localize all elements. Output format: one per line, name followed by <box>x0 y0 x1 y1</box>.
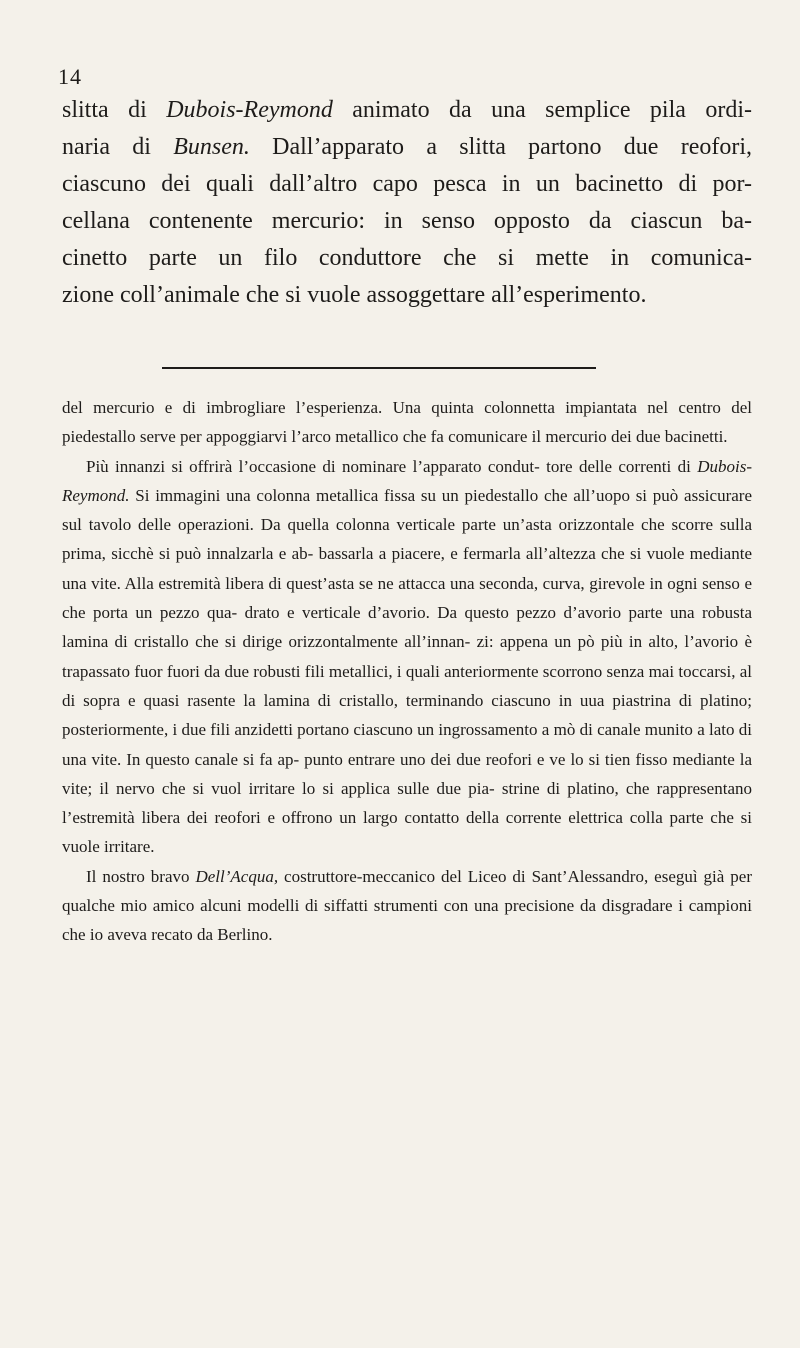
footnote-paragraph: Più innanzi si offrirà l’occasione di nominare l’apparato condut- tore delle correnti di Dubois-Reymond. Si immagini una colonna metallica fissa su un piedestallo che all’uopo si può assicurare sul tavolo delle operazioni. Da quella colonna verticale parte un’asta orizzontale che scorre sulla prima, sicchè si può innalzarla e ab- bassarla a piacere, e fermarla all’altezza che si vuole mediante una vite. Alla estremità libera di quest’asta se ne attacca una seconda, curva, girevole in ogni senso e che porta un pezzo qua- drato e verticale d’avorio. Da questo pezzo d’avorio parte una robusta lamina di cristallo che si dirige orizzontalmente all’innan- zi: appena un pò più in alto, l’avorio è trapassato fuor fuori da due robusti fili metallici, i quali anteriormente scorrono senza mai toccarsi, al di sopra e quasi rasente la lamina di cristallo, terminando ciascuno in uua piastrina di platino; posteriormente, i due fili anzidetti portano ciascuno un ingrossamento a mò di canale munito a lato di una vite. In questo canale si fa ap- punto entrare uno dei due reofori e ve lo si tien fisso mediante la vite; il nervo che si vuol irritare lo si applica sulle due pia- strine di platino, che rappresentano l’estremità libera dei reofori e offrono un largo contatto della corrente elettrica colla parte che si vuole irritare. <box>62 456 752 857</box>
text-line: naria di Bunsen. Dall’apparato a slitta partono due reofori, <box>62 134 752 160</box>
footnote-paragraph: Il nostro bravo Dell’Acqua, costruttore-meccanico del Liceo di Sant’Alessandro, eseguì già per qualche mio amico alcuni modelli di siffatti strumenti con una precisione da disgradare i campioni che io aveva recato da Berlino. <box>62 866 752 945</box>
footnote-separator <box>162 367 596 369</box>
italic-name: Dell’Acqua, <box>195 866 279 886</box>
main-text <box>62 92 752 314</box>
footnote-paragraph: del mercurio e di imbrogliare l’esperienza. Una quinta colonnetta impiantata nel centro del piedestallo serve per appoggiarvi l’arco metallico che fa comunicare il mercurio dei due bacinetti. <box>62 398 752 447</box>
text-line: cinetto parte un filo conduttore che si mette in comunica- <box>62 245 752 271</box>
italic-name: Bunsen. <box>173 134 250 160</box>
italic-name: Dubois-Reymond <box>166 97 333 123</box>
text-line: cellana contenente mercurio: in senso opposto da ciascun ba- <box>62 208 752 234</box>
footnote <box>62 393 752 950</box>
text-line: zione coll’animale che si vuole assoggettare all’esperimento. <box>62 282 647 308</box>
text-line: ciascuno dei quali dall’altro capo pesca in un bacinetto di por- <box>62 171 752 197</box>
italic-name: Dubois-Reymond. <box>62 456 752 505</box>
text-line: slitta di Dubois-Reymond animato da una semplice pila ordi- <box>62 97 752 123</box>
page-number: 14 <box>58 64 82 89</box>
